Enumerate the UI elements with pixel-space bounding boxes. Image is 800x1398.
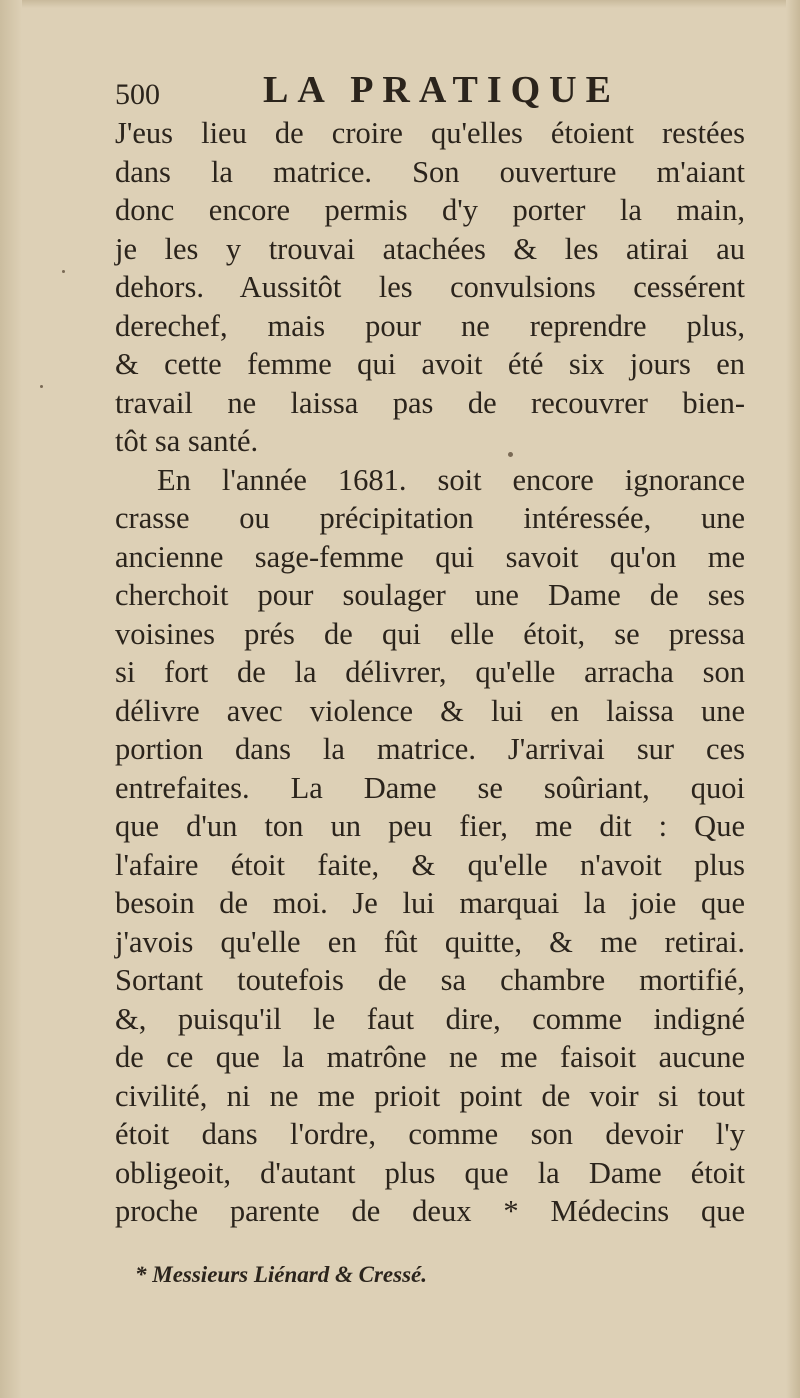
text-line: dans la matrice. Son ouverture m'aiant (115, 154, 745, 189)
text-line: travail ne laissa pas de recouvrer bien- (115, 385, 745, 420)
page-right-edge-shadow (786, 0, 800, 1398)
text-line: crasse ou précipitation intéressée, une (115, 501, 745, 535)
text-line: délivre avec violence & lui en laissa une (115, 693, 745, 728)
text-line: cherchoit pour soulager une Dame de ses (115, 578, 745, 612)
text-line: obligeoit, d'autant plus que la Dame étoit (115, 1155, 745, 1190)
text-line: Sortant toutefois de sa chambre mortifié, (115, 963, 745, 997)
text-line: besoin de moi. Je lui marquai la joie que (115, 886, 745, 920)
text-line: J'eus lieu de croire qu'elles étoient restées (115, 116, 745, 150)
text-line: & cette femme qui avoit été six jours en (115, 347, 745, 381)
text-line: voisines prés de qui elle étoit, se pressa (115, 616, 745, 651)
text-line: de ce que la matrône ne me faisoit aucune (115, 1040, 745, 1074)
page-top-edge-shadow (0, 0, 800, 8)
text-line: si fort de la délivrer, qu'elle arracha son (115, 655, 745, 689)
text-line: je les y trouvai atachées & les atirai au (115, 231, 745, 266)
text-line: dehors. Aussitôt les convulsions cessérent (115, 270, 745, 304)
text-line: proche parente de deux * Médecins que (115, 1194, 745, 1228)
text-line: ancienne sage-femme qui savoit qu'on me (115, 539, 745, 574)
running-title: LA PRATIQUE (263, 69, 620, 111)
text-line: derechef, mais pour ne reprendre plus, (115, 308, 745, 343)
text-line: étoit dans l'ordre, comme son devoir l'y (115, 1117, 745, 1151)
text-line-paragraph-end: tôt sa santé. (115, 424, 259, 458)
text-line: donc encore permis d'y porter la main, (115, 193, 745, 227)
page-left-edge-shadow (0, 0, 22, 1398)
ink-speck (62, 270, 65, 273)
page-header (115, 68, 745, 120)
text-line: l'afaire étoit faite, & qu'elle n'avoit plus (115, 847, 745, 882)
ink-speck (40, 385, 43, 388)
footnote: * Messieurs Liénard & Cressé. (135, 1262, 427, 1287)
text-line-paragraph-start: En l'année 1681. soit encore ignorance (157, 462, 745, 497)
ink-speck (508, 452, 513, 457)
text-line: que d'un ton un peu fier, me dit : Que (115, 809, 745, 843)
text-line: entrefaites. La Dame se soûriant, quoi (115, 770, 745, 805)
page-number: 500 (115, 78, 160, 111)
body-text (115, 114, 745, 1231)
text-line: j'avois qu'elle en fût quitte, & me retirai. (115, 924, 745, 959)
text-line: &, puisqu'il le faut dire, comme indigné (115, 1001, 745, 1036)
text-line: portion dans la matrice. J'arrivai sur ces (115, 732, 745, 766)
text-line: civilité, ni ne me prioit point de voir si tout (115, 1078, 745, 1113)
